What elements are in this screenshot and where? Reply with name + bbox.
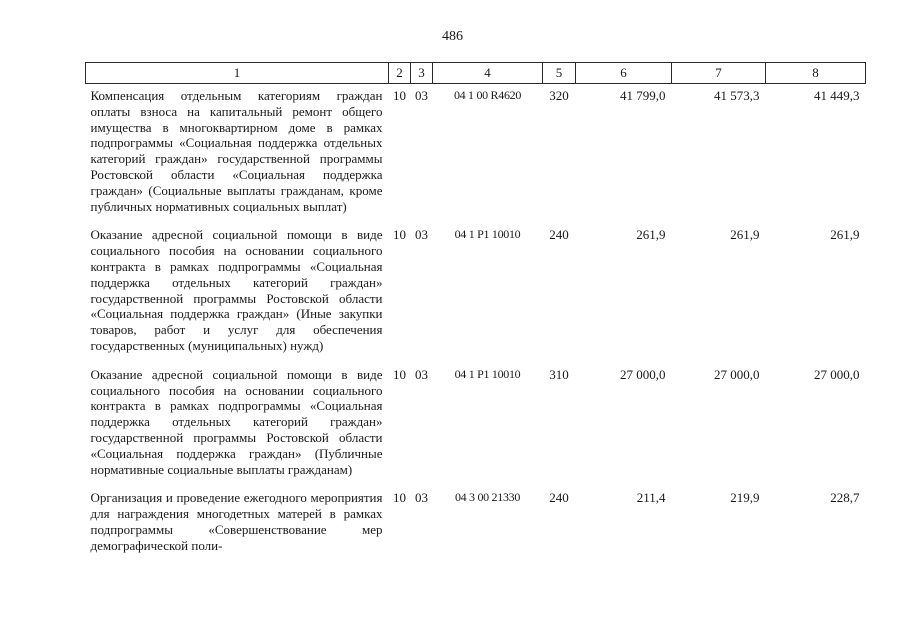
row-expense-type: 320 (549, 88, 569, 103)
column-header: 8 (766, 63, 866, 84)
row-amount-8: 27 000,0 (814, 366, 860, 382)
row-amount-8: 261,9 (830, 227, 860, 243)
column-header: 6 (576, 63, 672, 84)
row-amount-6: 27 000,0 (620, 366, 666, 382)
column-header: 4 (433, 63, 543, 84)
row-description: Организация и проведение ежегодного мероприятия для награждения многодетных матерей в рамках подпрограммы «Совершенствование мер демографической поли- (90, 490, 383, 553)
row-section-code: 10 (393, 366, 406, 382)
row-description: Оказание адресной социальной помощи в виде социального пособия на основании социального контракта в рамках подпрограммы «Социальная поддержка отдельных категорий граждан» государственной программы Ростовской области «Социальная поддержка граждан» (Иные закупки товаров, работ и услуг для обеспечения государственных (муниципальных) нужд) (90, 227, 383, 353)
row-expense-type: 310 (549, 366, 569, 382)
row-subsection-code: 03 (415, 88, 428, 103)
row-amount-6: 41 799,0 (620, 88, 666, 103)
row-description: Компенсация отдельным категориям граждан оплаты взноса на капитальный ремонт общего имущества в многоквартирном доме в рамках подпрограммы «Социальная поддержка отдельных категорий граждан» государственной программы Ростовской области «Социальная поддержка граждан» (Социальные выплаты гражданам, кроме публичных нормативных социальных выплат) (90, 88, 383, 214)
row-target-article: 04 1 P1 10010 (454, 366, 521, 381)
row-description: Оказание адресной социальной помощи в виде социального пособия на основании социального контракта в рамках подпрограммы «Социальная поддержка отдельных категорий граждан» государственной программы Ростовской области «Социальная поддержка граждан» (Публичные нормативные социальные выплаты гражданам) (90, 366, 383, 477)
column-header: 3 (411, 63, 433, 84)
row-subsection-code: 03 (415, 227, 428, 243)
column-header: 1 (86, 63, 389, 84)
table-header-row (86, 63, 866, 84)
column-header: 5 (543, 63, 576, 84)
row-amount-7: 219,9 (730, 490, 760, 506)
row-amount-7: 41 573,3 (714, 88, 760, 103)
row-amount-8: 228,7 (830, 490, 860, 506)
row-amount-8: 41 449,3 (814, 88, 860, 103)
row-target-article: 04 3 00 21330 (454, 490, 521, 505)
row-amount-7: 261,9 (730, 227, 760, 243)
row-section-code: 10 (393, 88, 406, 103)
row-target-article: 04 1 P1 10010 (454, 227, 521, 242)
row-expense-type: 240 (549, 227, 569, 243)
row-expense-type: 240 (549, 490, 569, 506)
row-amount-6: 261,9 (636, 227, 666, 243)
row-subsection-code: 03 (415, 490, 428, 506)
column-header: 2 (389, 63, 411, 84)
row-target-article: 04 1 00 R4620 (453, 88, 522, 102)
column-header: 7 (672, 63, 766, 84)
row-amount-7: 27 000,0 (714, 366, 760, 382)
budget-table (85, 62, 866, 563)
table-row (86, 363, 866, 487)
row-subsection-code: 03 (415, 366, 428, 382)
table-row (86, 84, 866, 224)
page-number: 486 (442, 29, 463, 44)
row-amount-6: 211,4 (636, 490, 666, 506)
table-row (86, 486, 866, 562)
row-section-code: 10 (393, 227, 406, 243)
row-section-code: 10 (393, 490, 406, 506)
table-row (86, 223, 866, 362)
